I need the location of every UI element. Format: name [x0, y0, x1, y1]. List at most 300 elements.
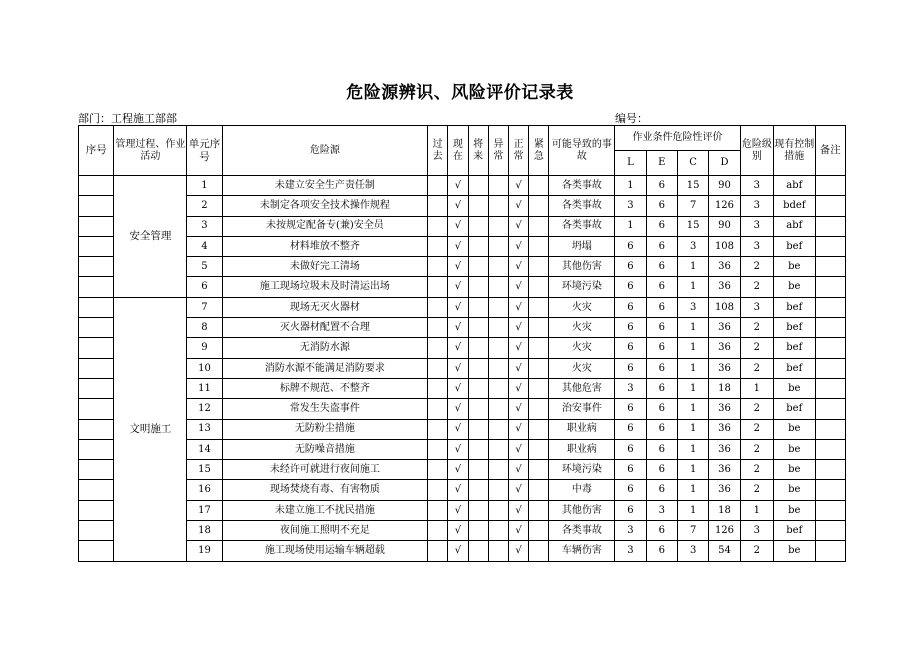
header-past: 过去: [428, 126, 448, 176]
measures-cell: be: [774, 439, 815, 459]
unit-seq-cell: 19: [187, 541, 222, 561]
normal-cell: √: [509, 318, 529, 338]
abnormal-cell: [488, 378, 508, 398]
table-row: [79, 460, 846, 480]
c-value-cell: 3: [677, 541, 708, 561]
future-cell: [468, 297, 488, 317]
d-value-cell: 126: [709, 521, 740, 541]
abnormal-cell: [488, 460, 508, 480]
l-value-cell: 1: [615, 216, 646, 236]
past-cell: [428, 358, 448, 378]
past-cell: [428, 500, 448, 520]
emergency-cell: [529, 277, 549, 297]
seq-cell: [79, 318, 114, 338]
header-process: 管理过程、作业活动: [114, 126, 187, 176]
unit-seq-cell: 12: [187, 399, 222, 419]
seq-cell: [79, 358, 114, 378]
abnormal-cell: [488, 439, 508, 459]
hazard-cell: 现场无灭火器材: [222, 297, 427, 317]
remarks-cell: [815, 500, 845, 520]
accident-cell: 火灾: [549, 338, 615, 358]
hazard-cell: 无消防水源: [222, 338, 427, 358]
l-value-cell: 6: [615, 297, 646, 317]
remarks-cell: [815, 196, 845, 216]
seq-cell: [79, 439, 114, 459]
remarks-cell: [815, 257, 845, 277]
e-value-cell: 6: [646, 541, 677, 561]
abnormal-cell: [488, 338, 508, 358]
unit-seq-cell: 11: [187, 378, 222, 398]
emergency-cell: [529, 297, 549, 317]
past-cell: [428, 196, 448, 216]
remarks-cell: [815, 236, 845, 256]
table-row: [79, 338, 846, 358]
measures-cell: abf: [774, 176, 815, 196]
level-cell: 2: [740, 419, 773, 439]
l-value-cell: 6: [615, 399, 646, 419]
emergency-cell: [529, 176, 549, 196]
present-cell: √: [448, 500, 468, 520]
table-row: [79, 176, 846, 196]
e-value-cell: 6: [646, 480, 677, 500]
header-seq: 序号: [79, 126, 114, 176]
remarks-cell: [815, 460, 845, 480]
level-cell: 2: [740, 399, 773, 419]
header-measures: 现有控制措施: [774, 126, 815, 176]
emergency-cell: [529, 439, 549, 459]
measures-cell: bef: [774, 521, 815, 541]
past-cell: [428, 257, 448, 277]
level-cell: 2: [740, 480, 773, 500]
emergency-cell: [529, 257, 549, 277]
unit-seq-cell: 7: [187, 297, 222, 317]
d-value-cell: 36: [709, 439, 740, 459]
table-row: [79, 318, 846, 338]
d-value-cell: 36: [709, 460, 740, 480]
past-cell: [428, 216, 448, 236]
header-unit-seq: 单元序号: [187, 126, 222, 176]
table-row: [79, 216, 846, 236]
unit-seq-cell: 9: [187, 338, 222, 358]
future-cell: [468, 439, 488, 459]
seq-cell: [79, 297, 114, 317]
table-row: [79, 277, 846, 297]
measures-cell: bef: [774, 338, 815, 358]
measures-cell: bdef: [774, 196, 815, 216]
header-hazard: 危险源: [222, 126, 427, 176]
normal-cell: √: [509, 176, 529, 196]
l-value-cell: 6: [615, 480, 646, 500]
remarks-cell: [815, 521, 845, 541]
emergency-cell: [529, 338, 549, 358]
level-cell: 3: [740, 176, 773, 196]
header-c: C: [677, 151, 708, 176]
future-cell: [468, 216, 488, 236]
hazard-cell: 夜间施工照明不充足: [222, 521, 427, 541]
seq-cell: [79, 521, 114, 541]
l-value-cell: 6: [615, 236, 646, 256]
emergency-cell: [529, 196, 549, 216]
past-cell: [428, 338, 448, 358]
c-value-cell: 1: [677, 277, 708, 297]
table-row: [79, 236, 846, 256]
c-value-cell: 1: [677, 257, 708, 277]
accident-cell: 火灾: [549, 358, 615, 378]
level-cell: 2: [740, 460, 773, 480]
seq-cell: [79, 338, 114, 358]
abnormal-cell: [488, 500, 508, 520]
normal-cell: √: [509, 257, 529, 277]
past-cell: [428, 521, 448, 541]
e-value-cell: 6: [646, 399, 677, 419]
unit-seq-cell: 16: [187, 480, 222, 500]
measures-cell: be: [774, 541, 815, 561]
l-value-cell: 1: [615, 176, 646, 196]
header-normal: 正常: [509, 126, 529, 176]
d-value-cell: 108: [709, 236, 740, 256]
seq-cell: [79, 277, 114, 297]
unit-seq-cell: 8: [187, 318, 222, 338]
level-cell: 2: [740, 541, 773, 561]
d-value-cell: 36: [709, 419, 740, 439]
unit-seq-cell: 15: [187, 460, 222, 480]
accident-cell: 环境污染: [549, 277, 615, 297]
normal-cell: √: [509, 378, 529, 398]
future-cell: [468, 176, 488, 196]
accident-cell: 火灾: [549, 318, 615, 338]
abnormal-cell: [488, 419, 508, 439]
remarks-cell: [815, 399, 845, 419]
unit-seq-cell: 5: [187, 257, 222, 277]
document-title: 危险源辨识、风险评价记录表: [346, 83, 574, 103]
normal-cell: √: [509, 419, 529, 439]
d-value-cell: 18: [709, 378, 740, 398]
hazard-cell: 无防粉尘措施: [222, 419, 427, 439]
table-row: [79, 541, 846, 561]
normal-cell: √: [509, 297, 529, 317]
level-cell: 3: [740, 297, 773, 317]
l-value-cell: 3: [615, 378, 646, 398]
unit-seq-cell: 13: [187, 419, 222, 439]
c-value-cell: 3: [677, 236, 708, 256]
hazard-cell: 标牌不规范、不整齐: [222, 378, 427, 398]
seq-cell: [79, 460, 114, 480]
d-value-cell: 36: [709, 277, 740, 297]
l-value-cell: 6: [615, 338, 646, 358]
e-value-cell: 6: [646, 460, 677, 480]
abnormal-cell: [488, 176, 508, 196]
present-cell: √: [448, 318, 468, 338]
seq-cell: [79, 176, 114, 196]
e-value-cell: 6: [646, 196, 677, 216]
table-body: [79, 176, 846, 562]
measures-cell: be: [774, 419, 815, 439]
present-cell: √: [448, 541, 468, 561]
l-value-cell: 6: [615, 257, 646, 277]
abnormal-cell: [488, 257, 508, 277]
normal-cell: √: [509, 399, 529, 419]
seq-cell: [79, 541, 114, 561]
d-value-cell: 36: [709, 358, 740, 378]
header-level: 危险级别: [740, 126, 773, 176]
future-cell: [468, 358, 488, 378]
emergency-cell: [529, 500, 549, 520]
level-cell: 3: [740, 216, 773, 236]
present-cell: √: [448, 338, 468, 358]
table-row: [79, 358, 846, 378]
future-cell: [468, 480, 488, 500]
header-emergency: 紧急: [529, 126, 549, 176]
future-cell: [468, 460, 488, 480]
l-value-cell: 3: [615, 521, 646, 541]
present-cell: √: [448, 176, 468, 196]
hazard-cell: 未做好完工清场: [222, 257, 427, 277]
remarks-cell: [815, 318, 845, 338]
table-row: [79, 257, 846, 277]
emergency-cell: [529, 216, 549, 236]
level-cell: 2: [740, 277, 773, 297]
unit-seq-cell: 17: [187, 500, 222, 520]
past-cell: [428, 378, 448, 398]
l-value-cell: 6: [615, 439, 646, 459]
past-cell: [428, 236, 448, 256]
normal-cell: √: [509, 338, 529, 358]
present-cell: √: [448, 419, 468, 439]
level-cell: 3: [740, 521, 773, 541]
l-value-cell: 6: [615, 318, 646, 338]
future-cell: [468, 196, 488, 216]
header-l: L: [615, 151, 646, 176]
future-cell: [468, 500, 488, 520]
unit-seq-cell: 18: [187, 521, 222, 541]
hazard-cell: 未建立安全生产责任制: [222, 176, 427, 196]
number-label: 编号：: [615, 112, 648, 125]
present-cell: √: [448, 378, 468, 398]
present-cell: √: [448, 399, 468, 419]
e-value-cell: 6: [646, 419, 677, 439]
level-cell: 2: [740, 338, 773, 358]
header-present: 现在: [448, 126, 468, 176]
c-value-cell: 15: [677, 216, 708, 236]
measures-cell: bef: [774, 297, 815, 317]
seq-cell: [79, 196, 114, 216]
past-cell: [428, 318, 448, 338]
abnormal-cell: [488, 236, 508, 256]
table-row: [79, 196, 846, 216]
e-value-cell: 6: [646, 236, 677, 256]
emergency-cell: [529, 358, 549, 378]
abnormal-cell: [488, 541, 508, 561]
d-value-cell: 36: [709, 257, 740, 277]
abnormal-cell: [488, 216, 508, 236]
measures-cell: be: [774, 500, 815, 520]
future-cell: [468, 277, 488, 297]
hazard-cell: 未按规定配备专(兼)安全员: [222, 216, 427, 236]
d-value-cell: 54: [709, 541, 740, 561]
level-cell: 2: [740, 318, 773, 338]
measures-cell: bef: [774, 318, 815, 338]
present-cell: √: [448, 439, 468, 459]
accident-cell: 职业病: [549, 439, 615, 459]
seq-cell: [79, 399, 114, 419]
present-cell: √: [448, 257, 468, 277]
header-e: E: [646, 151, 677, 176]
risk-register-table: [78, 125, 846, 562]
d-value-cell: 18: [709, 500, 740, 520]
e-value-cell: 6: [646, 277, 677, 297]
d-value-cell: 36: [709, 338, 740, 358]
present-cell: √: [448, 297, 468, 317]
future-cell: [468, 338, 488, 358]
unit-seq-cell: 6: [187, 277, 222, 297]
abnormal-cell: [488, 297, 508, 317]
c-value-cell: 1: [677, 378, 708, 398]
normal-cell: √: [509, 196, 529, 216]
level-cell: 2: [740, 439, 773, 459]
measures-cell: bef: [774, 399, 815, 419]
level-cell: 2: [740, 257, 773, 277]
past-cell: [428, 277, 448, 297]
hazard-cell: 消防水源不能满足消防要求: [222, 358, 427, 378]
c-value-cell: 1: [677, 318, 708, 338]
l-value-cell: 3: [615, 541, 646, 561]
table-row: [79, 297, 846, 317]
unit-seq-cell: 2: [187, 196, 222, 216]
seq-cell: [79, 257, 114, 277]
department-label: 部门：工程施工部部: [78, 112, 177, 125]
emergency-cell: [529, 460, 549, 480]
hazard-cell: 施工现场使用运输车辆超载: [222, 541, 427, 561]
remarks-cell: [815, 541, 845, 561]
past-cell: [428, 419, 448, 439]
present-cell: √: [448, 460, 468, 480]
normal-cell: √: [509, 480, 529, 500]
abnormal-cell: [488, 318, 508, 338]
measures-cell: bef: [774, 358, 815, 378]
accident-cell: 其他伤害: [549, 500, 615, 520]
header-accident: 可能导致的事故: [549, 126, 615, 176]
hazard-cell: 常发生失盗事件: [222, 399, 427, 419]
seq-cell: [79, 480, 114, 500]
measures-cell: abf: [774, 216, 815, 236]
unit-seq-cell: 4: [187, 236, 222, 256]
seq-cell: [79, 500, 114, 520]
past-cell: [428, 460, 448, 480]
table-row: [79, 521, 846, 541]
future-cell: [468, 521, 488, 541]
hazard-cell: 材料堆放不整齐: [222, 236, 427, 256]
present-cell: √: [448, 480, 468, 500]
past-cell: [428, 399, 448, 419]
future-cell: [468, 419, 488, 439]
header-abnormal: 异常: [488, 126, 508, 176]
seq-cell: [79, 378, 114, 398]
level-cell: 3: [740, 196, 773, 216]
c-value-cell: 1: [677, 439, 708, 459]
abnormal-cell: [488, 521, 508, 541]
d-value-cell: 36: [709, 318, 740, 338]
past-cell: [428, 439, 448, 459]
accident-cell: 坍塌: [549, 236, 615, 256]
l-value-cell: 6: [615, 460, 646, 480]
c-value-cell: 1: [677, 480, 708, 500]
remarks-cell: [815, 176, 845, 196]
past-cell: [428, 297, 448, 317]
normal-cell: √: [509, 236, 529, 256]
e-value-cell: 6: [646, 378, 677, 398]
normal-cell: √: [509, 500, 529, 520]
seq-cell: [79, 419, 114, 439]
d-value-cell: 90: [709, 216, 740, 236]
level-cell: 1: [740, 378, 773, 398]
abnormal-cell: [488, 480, 508, 500]
past-cell: [428, 176, 448, 196]
table-row: [79, 399, 846, 419]
c-value-cell: 1: [677, 399, 708, 419]
remarks-cell: [815, 297, 845, 317]
c-value-cell: 1: [677, 419, 708, 439]
normal-cell: √: [509, 358, 529, 378]
e-value-cell: 6: [646, 439, 677, 459]
remarks-cell: [815, 277, 845, 297]
normal-cell: √: [509, 216, 529, 236]
present-cell: √: [448, 358, 468, 378]
emergency-cell: [529, 480, 549, 500]
abnormal-cell: [488, 196, 508, 216]
remarks-cell: [815, 419, 845, 439]
l-value-cell: 6: [615, 358, 646, 378]
measures-cell: be: [774, 460, 815, 480]
normal-cell: √: [509, 439, 529, 459]
e-value-cell: 6: [646, 358, 677, 378]
header-future: 将来: [468, 126, 488, 176]
remarks-cell: [815, 358, 845, 378]
e-value-cell: 6: [646, 338, 677, 358]
future-cell: [468, 541, 488, 561]
accident-cell: 其他危害: [549, 378, 615, 398]
level-cell: 3: [740, 236, 773, 256]
future-cell: [468, 378, 488, 398]
present-cell: √: [448, 236, 468, 256]
e-value-cell: 6: [646, 318, 677, 338]
table-row: [79, 480, 846, 500]
emergency-cell: [529, 318, 549, 338]
seq-cell: [79, 236, 114, 256]
c-value-cell: 1: [677, 338, 708, 358]
unit-seq-cell: 10: [187, 358, 222, 378]
emergency-cell: [529, 378, 549, 398]
future-cell: [468, 318, 488, 338]
emergency-cell: [529, 419, 549, 439]
remarks-cell: [815, 439, 845, 459]
e-value-cell: 6: [646, 257, 677, 277]
hazard-cell: 未经许可就进行夜间施工: [222, 460, 427, 480]
past-cell: [428, 480, 448, 500]
remarks-cell: [815, 216, 845, 236]
level-cell: 2: [740, 358, 773, 378]
accident-cell: 职业病: [549, 419, 615, 439]
measures-cell: bef: [774, 236, 815, 256]
process-group-cell: 安全管理: [114, 176, 187, 298]
measures-cell: be: [774, 257, 815, 277]
emergency-cell: [529, 521, 549, 541]
hazard-cell: 现场焚烧有毒、有害物质: [222, 480, 427, 500]
present-cell: √: [448, 521, 468, 541]
unit-seq-cell: 1: [187, 176, 222, 196]
accident-cell: 火灾: [549, 297, 615, 317]
normal-cell: √: [509, 521, 529, 541]
accident-cell: 各类事故: [549, 176, 615, 196]
